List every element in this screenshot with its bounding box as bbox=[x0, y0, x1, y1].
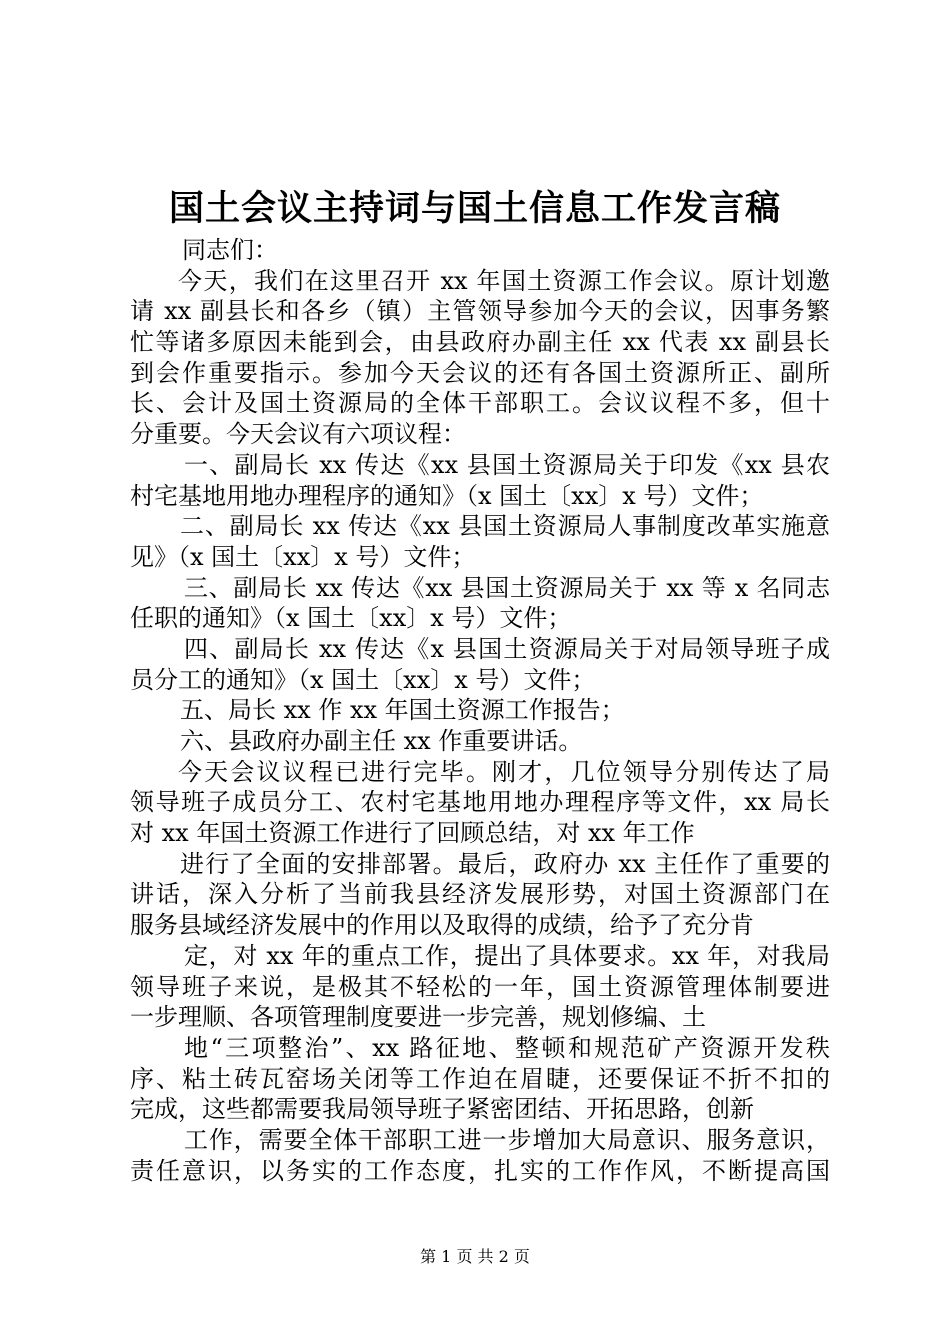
document-title: 国土会议主持词与国土信息工作发言稿 bbox=[168, 188, 781, 229]
text-line: 四、副局长 xx 传达《x 县国土资源局关于对局领导班子成 bbox=[184, 634, 830, 663]
text-line: 进行了全面的安排部署。最后，政府办 xx 主任作了重要的 bbox=[180, 849, 830, 878]
text-line: 今天，我们在这里召开 xx 年国土资源工作会议。原计划邀 bbox=[178, 266, 830, 295]
text-line: 服务县域经济发展中的作用以及取得的成绩，给予了充分肯 bbox=[130, 911, 754, 940]
document-body bbox=[130, 235, 830, 1186]
text-line: 完成，这些都需要我局领导班子紧密团结、开拓思路，创新 bbox=[130, 1095, 754, 1124]
text-line: 一、副局长 xx 传达《xx 县国土资源局关于印发《xx 县农 bbox=[184, 450, 830, 479]
text-line: 到会作重要指示。参加今天会议的还有各国土资源所正、副所 bbox=[130, 358, 830, 387]
text-line: 同志们： bbox=[182, 236, 278, 264]
text-line: 序、粘土砖瓦窑场关闭等工作迫在眉睫，还要保证不折不扣的 bbox=[130, 1064, 830, 1093]
text-line: 忙等诸多原因未能到会，由县政府办副主任 xx 代表 xx 副县长 bbox=[130, 328, 830, 357]
text-line: 长、会计及国土资源局的全体干部职工。会议议程不多，但十 bbox=[130, 389, 830, 418]
text-line: 六、县政府办副主任 xx 作重要讲话。 bbox=[180, 727, 583, 755]
text-line: 领导班子成员分工、农村宅基地用地办理程序等文件，xx 局长 bbox=[130, 788, 830, 817]
text-line: 请 xx 副县长和各乡（镇）主管领导参加今天的会议，因事务繁 bbox=[130, 297, 830, 326]
page-footer: 第 1 页 共 2 页 bbox=[420, 1247, 530, 1266]
text-line: 任职的通知》（x 国土〔xx〕x 号）文件； bbox=[130, 604, 572, 633]
text-line: 分重要。今天会议有六项议程： bbox=[130, 420, 466, 449]
text-line: 见》（x 国土〔xx〕x 号）文件； bbox=[130, 542, 476, 571]
text-line: 三、副局长 xx 传达《xx 县国土资源局关于 xx 等 x 名同志 bbox=[184, 573, 830, 602]
text-line: 今天会议议程已进行完毕。刚才，几位领导分别传达了局 bbox=[178, 757, 830, 786]
text-line: 五、局长 xx 作 xx 年国土资源工作报告； bbox=[180, 696, 625, 725]
text-line: 工作，需要全体干部职工进一步增加大局意识、服务意识， bbox=[184, 1125, 830, 1154]
text-line: 领导班子来说，是极其不轻松的一年，国土资源管理体制要进 bbox=[130, 972, 830, 1001]
text-line: 员分工的通知》（x 国土〔xx〕x 号）文件； bbox=[130, 665, 596, 694]
text-line: 定，对 xx 年的重点工作，提出了具体要求。xx 年，对我局 bbox=[184, 941, 830, 970]
text-line: 责任意识，以务实的工作态度，扎实的工作作风，不断提高国 bbox=[130, 1156, 830, 1185]
text-line: 对 xx 年国土资源工作进行了回顾总结，对 xx 年工作 bbox=[130, 819, 695, 848]
text-line: 村宅基地用地办理程序的通知》（x 国土〔xx〕x 号）文件； bbox=[130, 481, 764, 510]
text-line: 地“三项整治”、xx 路征地、整顿和规范矿产资源开发秩 bbox=[184, 1033, 830, 1062]
text-line: 二、副局长 xx 传达《xx 县国土资源局人事制度改革实施意 bbox=[180, 512, 830, 541]
text-line: 讲话，深入分析了当前我县经济发展形势，对国土资源部门在 bbox=[130, 880, 830, 909]
text-line: 一步理顺、各项管理制度要进一步完善，规划修编、土 bbox=[130, 1003, 706, 1032]
